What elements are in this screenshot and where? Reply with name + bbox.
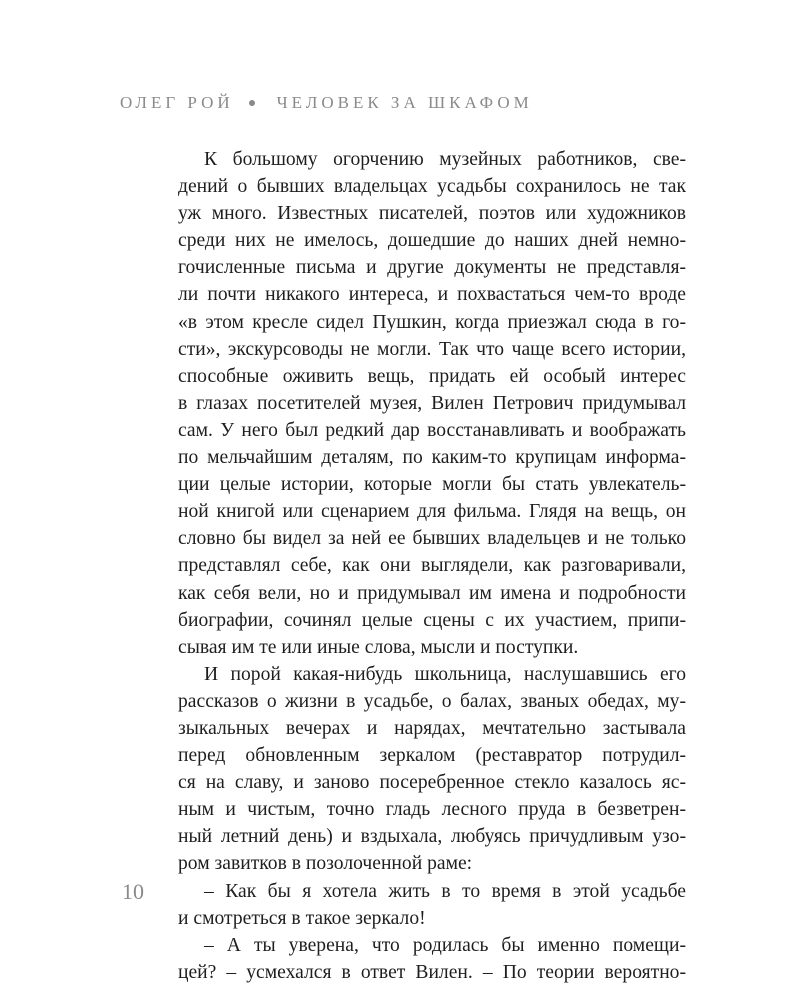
text-line: «в этом кресле сидел Пушкин, когда приезжал сюда в го- xyxy=(178,311,686,333)
text-line: ным и чистым, точно гладь лесного пруда в безветрен- xyxy=(178,799,686,821)
text-line: биографии, сочинял целые сцены с их участием, припи- xyxy=(178,609,686,631)
text-line: сти», экскурсоводы не могли. Так что чаще всего истории, xyxy=(178,338,686,360)
text-line: сывая им те или иные слова, мысли и поступки. xyxy=(178,636,579,658)
header-bullet-separator: ● xyxy=(247,96,257,111)
text-line: дений о бывших владельцах усадьбы сохранилось не так xyxy=(178,176,686,198)
text-line: цей? – усмехался в ответ Вилен. – По теории вероятно- xyxy=(178,961,686,983)
text-line: сам. У него был редкий дар восстанавливать и воображать xyxy=(178,419,686,441)
text-line: ный летний день) и вздыхала, любуясь причудливым узо- xyxy=(178,826,686,848)
header-book-title: ЧЕЛОВЕК ЗА ШКАФОМ xyxy=(276,93,533,112)
page-number: 10 xyxy=(122,879,144,904)
text-line: среди них не имелось, дошедшие до наших дней немно- xyxy=(178,230,686,252)
text-line: – А ты уверена, что родилась бы именно помещи- xyxy=(204,934,686,956)
text-line: ции целые истории, которые могли бы стать увлекатель- xyxy=(178,474,686,496)
text-line: ся на славу, и заново посеребренное стекло казалось яс- xyxy=(178,772,686,794)
body-text xyxy=(178,146,686,986)
text-line: словно бы видел за ней ее бывших владельцев и не только xyxy=(178,528,686,550)
text-line: ной книгой или сценарием для фильма. Глядя на вещь, он xyxy=(178,501,686,523)
text-line: и смотреться в такое зеркало! xyxy=(178,907,426,929)
text-line: ли почти никакого интереса, и похвастаться чем-то вроде xyxy=(178,284,686,306)
text-line: гочисленные письма и другие документы не представля- xyxy=(178,257,686,279)
header-author: ОЛЕГ РОЙ xyxy=(120,93,234,112)
text-line: – Как бы я хотела жить в то время в этой усадьбе xyxy=(204,880,686,902)
text-line: в глазах посетителей музея, Вилен Петрович придумывал xyxy=(178,392,686,414)
text-line: как себя вели, но и придумывал им имена и подробности xyxy=(178,582,686,604)
text-line: рассказов о жизни в усадьбе, о балах, званых обедах, му- xyxy=(178,690,686,712)
text-line: уж много. Известных писателей, поэтов или художников xyxy=(178,203,686,225)
text-line: И порой какая-нибудь школьница, наслушавшись его xyxy=(204,663,686,685)
text-line: представлял себе, как они выглядели, как разговаривали, xyxy=(178,555,686,577)
running-head xyxy=(120,93,533,115)
text-line: ром завитков в позолоченной раме: xyxy=(178,853,473,875)
text-line: перед обновленным зеркалом (реставратор потрудил- xyxy=(178,745,686,767)
text-line: по мельчайшим деталям, по каким-то крупицам информа- xyxy=(178,447,686,469)
text-line: зыкальных вечерах и нарядах, мечтательно застывала xyxy=(178,717,686,739)
text-line: К большому огорчению музейных работников, све- xyxy=(204,149,686,170)
text-line: способные оживить вещь, придать ей особый интерес xyxy=(178,365,686,387)
